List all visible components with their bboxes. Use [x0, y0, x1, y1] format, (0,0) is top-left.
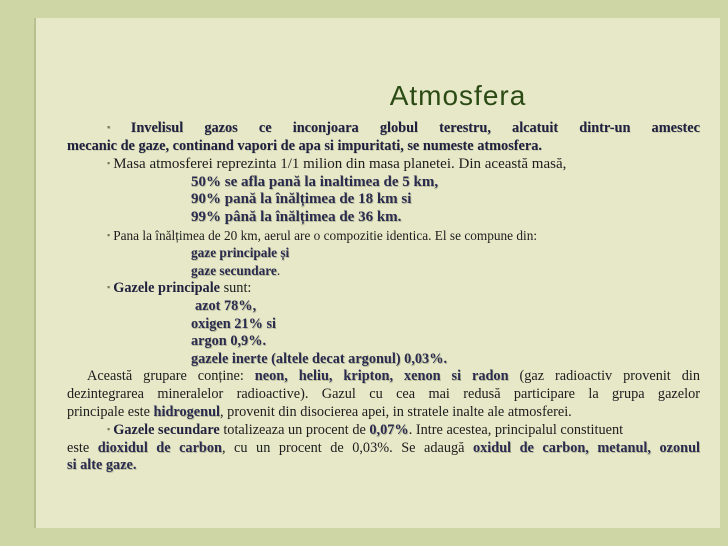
paragraph-line	[67, 279, 700, 298]
text: sunt:	[220, 280, 252, 297]
text: Această grupare conține:	[87, 368, 255, 385]
slide-body	[67, 119, 700, 475]
text: .	[276, 262, 281, 278]
term: Gazele principale	[113, 280, 221, 297]
paragraph-line	[67, 421, 700, 440]
term: Gazele secundare	[113, 422, 220, 439]
term: neon, heliu, kripton, xenon si radon	[254, 368, 509, 385]
text: este	[67, 439, 98, 456]
paragraph-line: si alte gaze.	[67, 457, 137, 474]
paragraph-line: ▪ Masa atmosferei reprezinta 1/1 milion din masa planetei. Din această masă,	[67, 155, 700, 174]
paragraph-line: mecanic de gaze, continand vapori de apa si impuritati, se numeste atmosfera.	[67, 137, 542, 154]
text: totalizeaza un procent de	[219, 422, 370, 439]
list-item: gazele inerte (altele decat argonul) 0,03%.	[191, 350, 448, 367]
paragraph-line: ▪ Pana la înălțimea de 20 km, aerul are o compozitie identica. El se compune din:	[67, 227, 700, 245]
term: oxidul de carbon, metanul, ozonul	[472, 439, 700, 456]
paragraph-line	[67, 368, 700, 386]
paragraph-line: ▪ Invelisul gazos ce inconjoara globul terestru, alcatuit dintr-un amestec	[67, 119, 700, 138]
list-item: gaze principale și	[191, 245, 290, 261]
text: , provenit din disocierea apei, in stratele inalte ale atmosferei.	[220, 403, 572, 420]
text: . Intre acestea, principalul constituent	[408, 422, 624, 439]
paragraph-line	[67, 440, 700, 458]
list-item: azot 78%,	[195, 297, 257, 314]
list-item: oxigen 21% si	[191, 315, 276, 332]
slide-title: Atmosfera	[389, 80, 527, 111]
list-item: 50% se afla pană la inaltimea de 5 km,	[191, 173, 439, 190]
text: , cu un procent de 0,03%. Se adaugă	[221, 439, 473, 456]
paragraph-line	[67, 404, 700, 422]
list-item	[67, 262, 700, 280]
paragraph-line: dezintegrarea mineralelor radioactive). Gazul cu cea mai redusă participare la grupa gazelor	[67, 385, 700, 402]
text: principale este	[67, 403, 154, 420]
list-item: 90% pană la înălțimea de 18 km si	[191, 191, 412, 208]
list-item: argon 0,9%.	[191, 333, 267, 350]
list-item: 99% până la înălțimea de 36 km.	[191, 208, 402, 225]
term: dioxidul de carbon	[97, 439, 222, 456]
term: gaze secundare	[191, 262, 277, 278]
term: hidrogenul	[153, 403, 221, 420]
term: 0,07%	[369, 422, 409, 439]
text: (gaz radioactiv provenit din	[508, 368, 700, 385]
